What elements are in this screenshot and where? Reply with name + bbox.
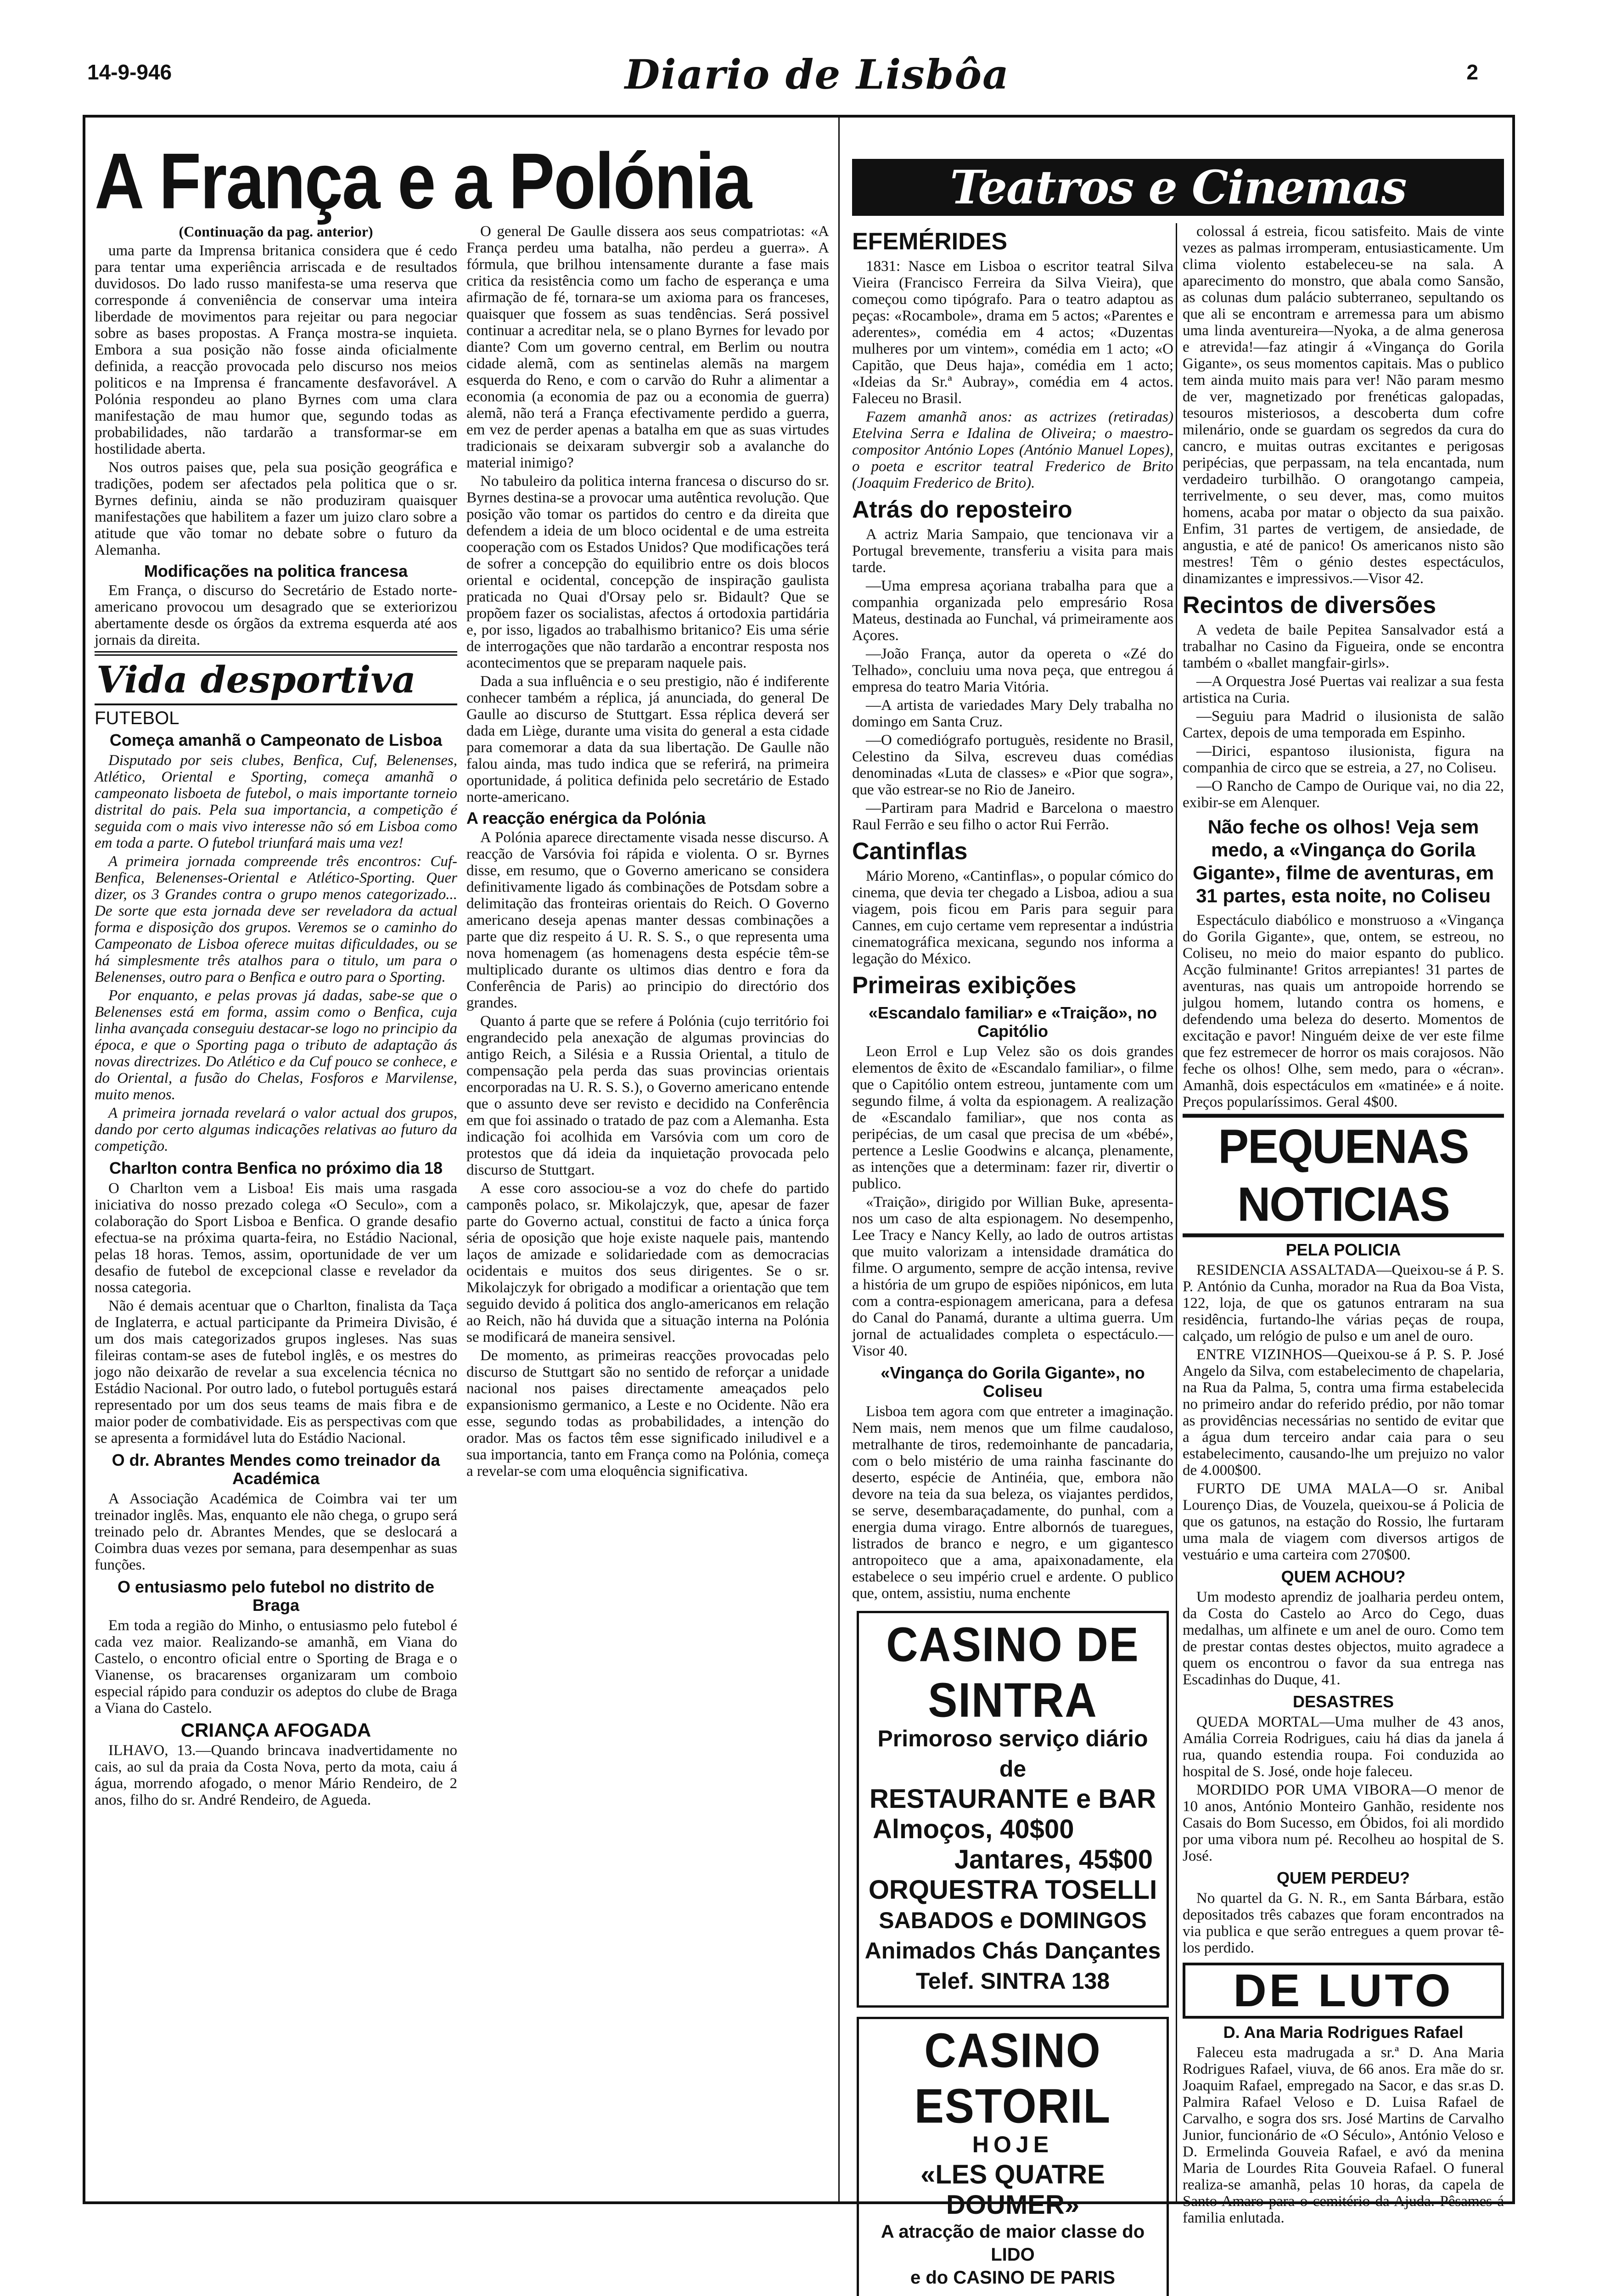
- news-heading: DESASTRES: [1292, 1692, 1394, 1711]
- article-subheading: A reacção enérgica da Polónia: [466, 809, 706, 827]
- theatre-heading: Primeiras exibições: [852, 972, 1077, 999]
- issue-date: 14-9-946: [87, 60, 172, 84]
- news-paragraph: Um modesto aprendiz de joalharia perdeu ontem, da Costa do Castelo ao Arco do Cego, duas medalhas, um alfinete e um anel de ouro. Como tem de prestar contas destes objectos, muito agradece a quem os encontrou o favor da sua entrega nas Escadinhas do Duque, 41.: [1183, 1589, 1504, 1688]
- theatre-banner-area: [852, 159, 1504, 216]
- sport-category: FUTEBOL: [95, 708, 180, 728]
- ad-line: SABADOS e DOMINGOS: [879, 1908, 1147, 1933]
- sport-heading: Começa amanhã o Campeonato de Lisboa: [109, 731, 443, 749]
- theatre-heading: Recintos de diversões: [1183, 592, 1436, 619]
- sport-paragraph: Por enquanto, e pelas provas já dadas, sabe-se que o Belenenses está em forma, assim como o Benfica, cuja linha avançada conseguiu destacar-se logo no principio da época, e que o Sporting paga o tributo de adaptação ás novas directrizes. Do Atlético e da Cuf pouco se conhece, e do Oriental, a fusão do Chelas, Fosforos e Marvilense, muito menos.: [95, 987, 457, 1103]
- column-1: [95, 223, 457, 2193]
- sport-paragraph: Disputado por seis clubes, Benfica, Cuf, Belenenses, Atlético, Oriental e Sporting, começa amanhã o campeonato lisboeta de futebol, o mais importante torneio distrital do pais. Pela sua importancia, a competição é seguida com o mais vivo interesse não só em Lisboa como em toda a parte. O futebol triunfará mais uma vez!: [95, 752, 457, 851]
- theatre-paragraph: —O Rancho de Campo de Ourique vai, no dia 22, exibir-se em Alenquer.: [1183, 778, 1504, 811]
- ad-line: A atracção de maior classe do LIDO: [881, 2222, 1145, 2265]
- article-paragraph: Em França, o discurso do Secretário de Estado norte-americano provocou um desagrado que se exteriorizou abertamente desde os órgãos da extrema esquerda até aos jornais da direita.: [95, 582, 457, 648]
- news-heading: PELA POLICIA: [1285, 1240, 1401, 1259]
- news-paragraph: RESIDENCIA ASSALTADA—Queixou-se á P. S. P. António da Cunha, morador na Rua da Boa Vista, 122, loja, de que os gatunos entraram na sua residência, furtando-lhe várias peças de roupa, calçado, um relógio de pulso e um anel de ouro.: [1183, 1262, 1504, 1345]
- sport-heading: Charlton contra Benfica no próximo dia 18: [109, 1159, 443, 1177]
- ad-casino-sintra: [857, 1611, 1169, 2008]
- article-subheading: Modificações na politica francesa: [144, 562, 408, 580]
- obituary-paragraph: Faleceu esta madrugada a sr.ª D. Ana Maria Rodrigues Rafael, viuva, de 66 anos. Era mãe do sr. Joaquim Rafael, empregado na Sacor, e das sr.as D. Palmira Rafael Veloso e D. Luisa Rafael de Carvalho, e sogra dos srs. José Martins de Carvalho Junior, funcionário de «O Século», António Veloso e D. Ermelinda Gouveia Rafael, e avó da menina Maria de Lourdes Rita Gouveia Rafael. O funeral realiza-se amanhã, pelas 10 horas, da capela de Santo Amaro para o cemitério da Ajuda. Pêsames á familia enlutada.: [1183, 2044, 1504, 2226]
- small-news-title: PEQUENAS NOTICIAS: [1183, 1114, 1504, 1238]
- theatre-paragraph: A actriz Maria Sampaio, que tencionava vir a Portugal brevemente, transferiu a visita para mais tarde.: [852, 526, 1173, 576]
- ad-line: e do CASINO DE PARIS: [910, 2268, 1115, 2288]
- page-number: 2: [1466, 60, 1478, 84]
- theatre-paragraph: —Partiram para Madrid e Barcelona o maestro Raul Ferrão e seu filho o actor Rui Ferrão.: [852, 800, 1173, 833]
- news-heading: QUEM ACHOU?: [1281, 1567, 1406, 1586]
- article-paragraph: No tabuleiro da politica interna francesa o discurso do sr. Byrnes destina-se a provocar uma autêntica revolução. Que posição vão tomar os partidos do centro e da direita que defendem a ideia de um bloco ocidental e de uma estreita cooperação com os Estados Unidos? Que modificações terá de sofrer a concepção do equilibrio entre os dois blocos oriental e ocidental, concepção de inspiração gaulista praticada no Quai d'Orsay pelo sr. Bidault? Que se propõem fazer os socialistas, afectos á ortodoxia partidária e, por isso, ligados ao trabalhismo britanico? Eis uma série de interrogações que não tardarão a encontrar resposta nos acontecimentos que se preparam naquele pais.: [466, 473, 829, 671]
- theatre-paragraph: —Dirici, espantoso ilusionista, figura na companhia de circo que se estreia, a 27, no Coliseu.: [1183, 743, 1504, 776]
- theatre-paragraph: —O comediógrafo portuguès, residente no Brasil, Celestino da Silva, escreveu duas comédias denominadas «Luta de classes» e «Pior que sogra», que vão estrear-se no Rio de Janeiro.: [852, 732, 1173, 798]
- news-paragraph: FURTO DE UMA MALA—O sr. Anibal Lourenço Dias, de Vouzela, queixou-se á Policia de que os gatunos, na estação do Rossio, lhe furtaram uma mala de viagem com diversos artigos de vestuário e uma carteira com 270$00.: [1183, 1480, 1504, 1563]
- sport-paragraph: A Associação Académica de Coimbra vai ter um treinador inglês. Mas, enquanto ele não chega, o grupo será treinado pelo dr. Abrantes Mendes, que se deslocará a Coimbra duas vezes por semana, para desempenhar as suas funções.: [95, 1491, 457, 1573]
- theatre-paragraph: Leon Errol e Lup Velez são os dois grandes elementos de êxito de «Escandalo familiar», o filme que o Capitólio ontem estreou, juntamente com um segundo filme, á volta da espionagem. A realização de «Escandalo familiar», que nos conta as peripécias, de um casal que precisa de um «bébé», pertence a Leslie Goodwins e alcança, plenamente, as intenções que a determinam: fazer rir, divertir o publico.: [852, 1043, 1173, 1192]
- ad-line: ORQUESTRA TOSELLI: [868, 1875, 1157, 1905]
- theatre-paragraph: —A artista de variedades Mary Dely trabalha no domingo em Santa Cruz.: [852, 697, 1173, 730]
- theatre-paragraph: 1831: Nasce em Lisboa o escritor teatral Silva Vieira (Francisco Ferreira da Silva Vieira), que começou como tipógrafo. Para o teatro adaptou as peças: «Rocambole», drama em 5 actos; «Parentes e aderentes», comédia em 4 actos; «Duzentas mulheres por um vintem», comédia em 1 acto; «O Capitão, que Deus haja», comédia em 1 acto; «Ideias da Sr.ª Aubray», comédia em 4 actos. Faleceu no Brasil.: [852, 258, 1173, 407]
- obituary-heading: D. Ana Maria Rodrigues Rafael: [1223, 2023, 1464, 2042]
- ad-title: CASINO ESTORIL: [914, 2024, 1111, 2133]
- ad-line: HOJE: [972, 2132, 1054, 2157]
- theatre-paragraph: —A Orquestra José Puertas vai realizar a sua festa artistica na Curia.: [1183, 673, 1504, 706]
- ad-casino-estoril: [857, 2017, 1169, 2296]
- sport-paragraph: O Charlton vem a Lisboa! Eis mais uma rasgada iniciativa do nosso prezado colega «O Seculo», com a colaboração do Sport Lisboa e Benfica. O grande desafio efectua-se na próxima quarta-feira, no Estádio Nacional, pelas 18 horas. Temos, assim, oportunidade de ver um desafio de futebol de excepcional classe e revelador da nossa categoria.: [95, 1180, 457, 1296]
- page-frame: [83, 115, 1515, 2288]
- continuation-note: (Continuação da pag. anterior): [179, 223, 373, 240]
- article-paragraph: Nos outros paises que, pela sua posição geográfica e tradições, podem ser afectados pela politica que o sr. Byrnes definiu, ainda se não produziram quaisquer manifestações que habilitem a fazer um juizo claro sobre a atitude que vão tomar no debate sobre o futuro da Alemanha.: [95, 459, 457, 558]
- sport-paragraph: Não é demais acentuar que o Charlton, finalista da Taça de Inglaterra, e actual participante da Primeira Divisão, é um dos mais categorizados grupos ingleses. Nas suas fileiras contam-se ases de futebol inglês, e os mestres do jogo não deixarão de revelar a sua excelencia técnica no Estádio Nacional. Por outro lado, o futebol português estará representado por um dos seus teams de mais fibra e de maior poder de combatividade. Eis as perspectivas com que se apresenta a formidável luta do Estádio Nacional.: [95, 1298, 457, 1446]
- article-paragraph: A esse coro associou-se a voz do chefe do partido camponês polaco, sr. Mikolajczyk, que, apesar de fazer parte do Governo actual, constitui de facto a única força séria de oposição que hoje existe naquele pais, mantendo laços de amizade e solidariedade com as democracias ocidentais e muitos dos seus dirigentes. Se o sr. Mikolajczyk for obrigado a modificar a orientação que tem seguido devido á politica dos anglo-americanos em relação ao Reich, não há duvida que a situação interna na Polónia se modificará de maneira sensivel.: [466, 1180, 829, 1345]
- article-paragraph: Quanto á parte que se refere á Polónia (cujo território foi engrandecido pela anexação de algumas provincias do antigo Reich, a Silésia e a Russia Oriental, a titulo de compensação pela perda das suas provincias orientais encorporadas na U. R. S. S.), o Governo americano entende que o assunto deve ser revisto e decidido na Conferência em que foi assinado o tratado de paz com a Alemanha. Esta indicação foi acolhida em Varsóvia com um coro de protestos que dá ideia da inquietação provocada pelo discurso de Stuttgart.: [466, 1013, 829, 1178]
- ad-title: CASINO DE SINTRA: [886, 1618, 1139, 1728]
- theatre-heading: EFEMÉRIDES: [852, 228, 1008, 255]
- news-heading: CRIANÇA AFOGADA: [180, 1719, 371, 1741]
- sport-paragraph: Em toda a região do Minho, o entusiasmo pelo futebol é cada vez maior. Realizando-se amanhã, em Viana do Castelo, o encontro oficial entre o Sporting de Braga e o Vianense, os bracarenses organizaram um comboio especial rápido para conduzir os adeptos do clube de Braga a Viana do Castelo.: [95, 1617, 457, 1716]
- main-headline-area: [95, 136, 838, 225]
- ad-line: Animados Chás Dançantes: [864, 1938, 1161, 1964]
- article-paragraph: uma parte da Imprensa britanica considera que é cedo para tentar uma experiência arriscada e de resultados duvidosos. Do lado russo manifesta-se uma reserva que corresponde á conveniência de conservar uma inteira liberdade de movimentos para rejeitar ou para negociar sobre as bases propostas. A França mostra-se inquieta. Embora a sua posição não fosse ainda oficialmente definida, a reacção provocada pelo discurso nos meios politicos e na Imprensa é francamente desfavorável. A Polónia respondeu ao plano Byrnes com uma clara manifestação de mau humor que, segundo todas as probabilidades, não tardarão a transformar-se em hostilidade aberta.: [95, 242, 457, 457]
- obituary-title: DE LUTO: [1183, 1963, 1504, 2019]
- theatre-heading: Atrás do reposteiro: [852, 496, 1072, 523]
- column-divider: [838, 118, 840, 2201]
- theatre-paragraph: Mário Moreno, «Cantinflas», o popular cómico do cinema, que devia ter chegado a Lisboa, adiou a sua viagem, pois ficou em Paris para seguir para Cannes, em cujo certame vem representar a indústria cinematográfica mexicana, segundo nos informa a legação do México.: [852, 868, 1173, 967]
- ad-line: Jantares, 45$00: [954, 1845, 1153, 1874]
- sport-heading: O entusiasmo pelo futebol no distrito de Braga: [117, 1577, 435, 1615]
- theatre-banner: Teatros e Cinemas: [852, 159, 1504, 216]
- theatre-paragraph: colossal á estreia, ficou satisfeito. Mais de vinte vezes as palmas irromperam, entusiasticamente. Um clima violento estabeleceu-se na sala. A aparecimento do monstro, que abala como Sansão, as colunas dum palácio subterraneo, sepultando os que ali se encontram e arremessa para um abismo uma linda aventureira—Nyoka, a de alma generosa e atrevida!—faz atingir á «Vingança do Gorila Gigante», os seus momentos capitais. Mas o publico tem ainda muito mais para ver! Não param mesmo de ver, magnetizado por frenéticas galopadas, tesouros misteriosos, a descoberta dum cofre milenário, onde se guardam os segredos da cura do cancro, e muitas outras excitantes e perigosas peripécias, que perpassam, na tela encantada, num verdadeiro turbilhão. O orangotango campeia, terrivelmente, o seu dever, mas, como muitos homens, acaba por matar o objecto da sua paixão. Enfim, 31 partes de vertigem, de ansiedade, de angustia, e até de panico! Os americanos nisto são mestres! Têm o génio destes espectáculos, dinamizantes e impressivos.—Visor 42.: [1183, 223, 1504, 587]
- film-heading: «Escandalo familiar» e «Traição», no Capitólio: [868, 1003, 1157, 1041]
- sport-section-title: Vida desportiva: [95, 651, 457, 705]
- article-paragraph: Dada a sua influência e o seu prestigio, não é indiferente conhecer também a réplica, já anunciada, do general De Gaulle ao discurso de Stuttgart. Essa réplica deverá ser dada em Liège, durante uma visita do general a esta cidade para comemorar a data da sua libertação. De Gaulle não falou ainda, mas tudo indica que se referirá, na primeira oportunidade, á politica definida pelo secretário de Estado norte-americano.: [466, 673, 829, 805]
- theatre-paragraph: A vedeta de baile Pepitea Sansalvador está a trabalhar no Casino da Figueira, onde se encontra também o «ballet mangfair-girls».: [1183, 622, 1504, 671]
- theatre-paragraph: «Traição», dirigido por Willian Buke, apresenta-nos um caso de alta espionagem. No desempenho, Lee Tracy e Nancy Kelly, ao lado de outros artistas que muito valorizam a intensidade dramática do filme. O argumento, sempre de acção intensa, revive a história de um grupo de espiões nipónicos, em luta com a contra-espionagem americana, para a defesa do Canal do Panamá, durante a ultima guerra. Um jornal de actualidades completa o espectáculo.—Visor 40.: [852, 1194, 1173, 1359]
- column-divider: [1176, 223, 1177, 2201]
- ad-line: RESTAURANTE e BAR: [869, 1784, 1156, 1814]
- main-headline: A França e a Polónia: [95, 136, 751, 225]
- sport-paragraph: A primeira jornada compreende três encontros: Cuf-Benfica, Belenenses-Oriental e Atlético-Sporting. Quer dizer, os 3 Grandes contra o grupo menos categorizado... De sorte que esta jornada deve ser reveladora da actual forma e disposição dos grupos. Veremos se o caminho do Campeonato de Lisboa oferece muitas dificuldades, ou se há simplesmente três atalhos para o titulo, um para o Belenenses, outro para o Benfica e outro para o Sporting.: [95, 853, 457, 985]
- article-paragraph: A Polónia aparece directamente visada nesse discurso. A reacção de Varsóvia foi rápida e violenta. O sr. Byrnes disse, em resumo, que o Governo americano se considera definitivamente ligado ás combinações de Potsdam sobre a delimitação das fronteiras orientais do Reich. O Governo americano deseja apenas manter dessas combinações a parte que diz respeito á U. R. S. S., o que representa uma nova homenagem (as homenagens desta espécie têm-se multiplicado durante os ultimos dias dentro e fora da Conferência de Paris) ao principio do directório dos grandes.: [466, 829, 829, 1011]
- theatre-paragraph: —Uma empresa açoriana trabalha para que a companhia organizada pelo empresário Rosa Mateus, destinada ao Funchal, vá primeiramente aos Açores.: [852, 578, 1173, 644]
- sport-paragraph: A primeira jornada revelará o valor actual dos grupos, dando por certo algumas indicações relativas ao futuro da competição.: [95, 1105, 457, 1154]
- theatre-paragraph: —João França, autor da opereta o «Zé do Telhado», concluiu uma nova peça, que entregou á empresa do teatro Maria Vitória.: [852, 646, 1173, 695]
- ad-line: «LES QUATRE DOUMER»: [920, 2160, 1105, 2220]
- article-paragraph: De momento, as primeiras reacções provocadas pelo discurso de Stuttgart são no sentido de reforçar a unidade nacional nos paises directamente ameaçados pelo expansionismo germanico, a Leste e no Ocidente. Não era esse, segundo todas as probabilidades, a intenção do orador. Mas os factos têm esse significado iniludivel e a sua importancia, tanto em França como na Polónia, começa a revelar-se com uma eloquência significativa.: [466, 1347, 829, 1480]
- ad-line: Telef. SINTRA 138: [915, 1968, 1110, 1994]
- theatre-paragraph: Fazem amanhã anos: as actrizes (retiradas) Etelvina Serra e Idalina de Oliveira; o maestro-compositor António Lopes (António Manuel Lopes), o poeta e escritor teatral Frederico de Brito (Joaquim Frederico de Brito).: [852, 409, 1173, 491]
- column-2: [466, 223, 829, 2193]
- news-paragraph: QUEDA MORTAL—Uma mulher de 43 anos, Amália Correia Rodrigues, caiu há dias da janela á rua, quando estendia roupa. Foi conduzida ao hospital de S. José, onde hoje faleceu.: [1183, 1714, 1504, 1780]
- column-3: [852, 223, 1173, 2288]
- news-paragraph: ENTRE VIZINHOS—Queixou-se á P. S. P. José Angelo da Silva, com estabelecimento de chapelaria, na Rua da Palma, 5, contra uma firma estabelecida no primeiro andar do referido prédio, por não tomar as providências necessárias no sentido de evitar que a água dum terceiro andar caia para o seu estabelecimento, causando-lhe um prejuizo no valor de 4.000$00.: [1183, 1346, 1504, 1479]
- feature-heading: Não feche os olhos! Veja sem medo, a «Vingança do Gorila Gigante», filme de aventuras, em 31 partes, esta noite, no Coliseu: [1193, 816, 1494, 906]
- newspaper-title: Diario de Lisbôa: [624, 51, 1010, 98]
- news-paragraph: No quartel da G. N. R., em Santa Bárbara, estão depositados três cabazes que foram encontrados na via publica e que serão entregues a quem provar tê-los perdido.: [1183, 1890, 1504, 1956]
- article-paragraph: O general De Gaulle dissera aos seus compatriotas: «A França perdeu uma batalha, não perdeu a guerra». A fórmula, que brilhou intensamente durante a fase mais critica da resistência como um facho de esperança e uma afirmação de fé, tornara-se um axioma para os franceses, quaisquer que fossem as suas tendências. Será possivel continuar a acreditar nela, se o plano Byrnes for levado por diante? Com um governo central, em Berlim ou noutra cidade alemã, com as sentinelas alemãs na margem esquerda do Reno, e com o carvão do Ruhr a alimentar a economia (a economia de paz ou a economia de guerra) alemã, não terá a França efectivamente perdido a guerra, em vez de perder apenas a batalha em que as suas virtudes tradicionais se deixaram subvergir sob a avalanche do material inimigo?: [466, 223, 829, 471]
- sport-heading: O dr. Abrantes Mendes como treinador da Académica: [112, 1451, 440, 1488]
- theatre-heading: Cantinflas: [852, 838, 968, 865]
- theatre-paragraph: Lisboa tem agora com que entreter a imaginação. Nem mais, nem menos que um filme caudaloso, metralhante de tiros, redemoinhante de pancadaria, com o belo mistério de uma rainha fascinante do deserto, espécie de Antinéia, que, embora não devore na teia da sua beleza, os viajantes perdidos, se serve, desembaraçadamente, do punhal, com a energia duma virago. Entre albornós de tuaregues, listrados de branco e negro, e um gigantesco antropoiteco que a ama, apaixonadamente, ela estabelece o seu império cruel e ardente. O publico que, ontem, assistiu, numa enchente: [852, 1403, 1173, 1602]
- ad-line: Almoços, 40$00: [873, 1814, 1074, 1844]
- film-heading: «Vingança do Gorila Gigante», no Coliseu: [881, 1363, 1145, 1401]
- feature-paragraph: Espectáculo diabólico e monstruoso a «Vingança do Gorila Gigante», que, ontem, se estreou, no Coliseu, no meio do maior espanto do publico. Acção fulminante! Gritos arrepiantes! 31 partes de aventuras, nas quais um antropoide horrendo se julgou homem, lutando contra os homens, e defendendo uma beleza do deserto. Momentos de excitação e pavor! Ninguém deixe de ver este filme que fez estremecer de horror os mais corajosos. Não feche os olhos! Olhe, sem medo, para o «écran». Amanhã, dois espectáculos em «matinée» e á noite. Preços popularíssimos. Geral 4$00.: [1183, 912, 1504, 1110]
- theatre-paragraph: —Seguiu para Madrid o ilusionista de salão Cartex, depois de uma temporada em Espinho.: [1183, 708, 1504, 741]
- news-heading: QUEM PERDEU?: [1276, 1868, 1410, 1887]
- news-paragraph: MORDIDO POR UMA VIBORA—O menor de 10 anos, António Monteiro Ganhão, residente nos Casais do Bom Sucesso, em Óbidos, foi ali mordido por uma vibora num pé. Recolheu ao hospital de S. José.: [1183, 1782, 1504, 1864]
- ad-line: Primoroso serviço diário de: [877, 1726, 1148, 1782]
- news-paragraph: ILHAVO, 13.—Quando brincava inadvertidamente no cais, ao sul da praia da Costa Nova, perto da mota, caiu á água, morrendo afogado, o menor Mário Rendeiro, de 2 anos, filho do sr. André Rendeiro, de Agueda.: [95, 1742, 457, 1808]
- column-4: [1183, 223, 1504, 2226]
